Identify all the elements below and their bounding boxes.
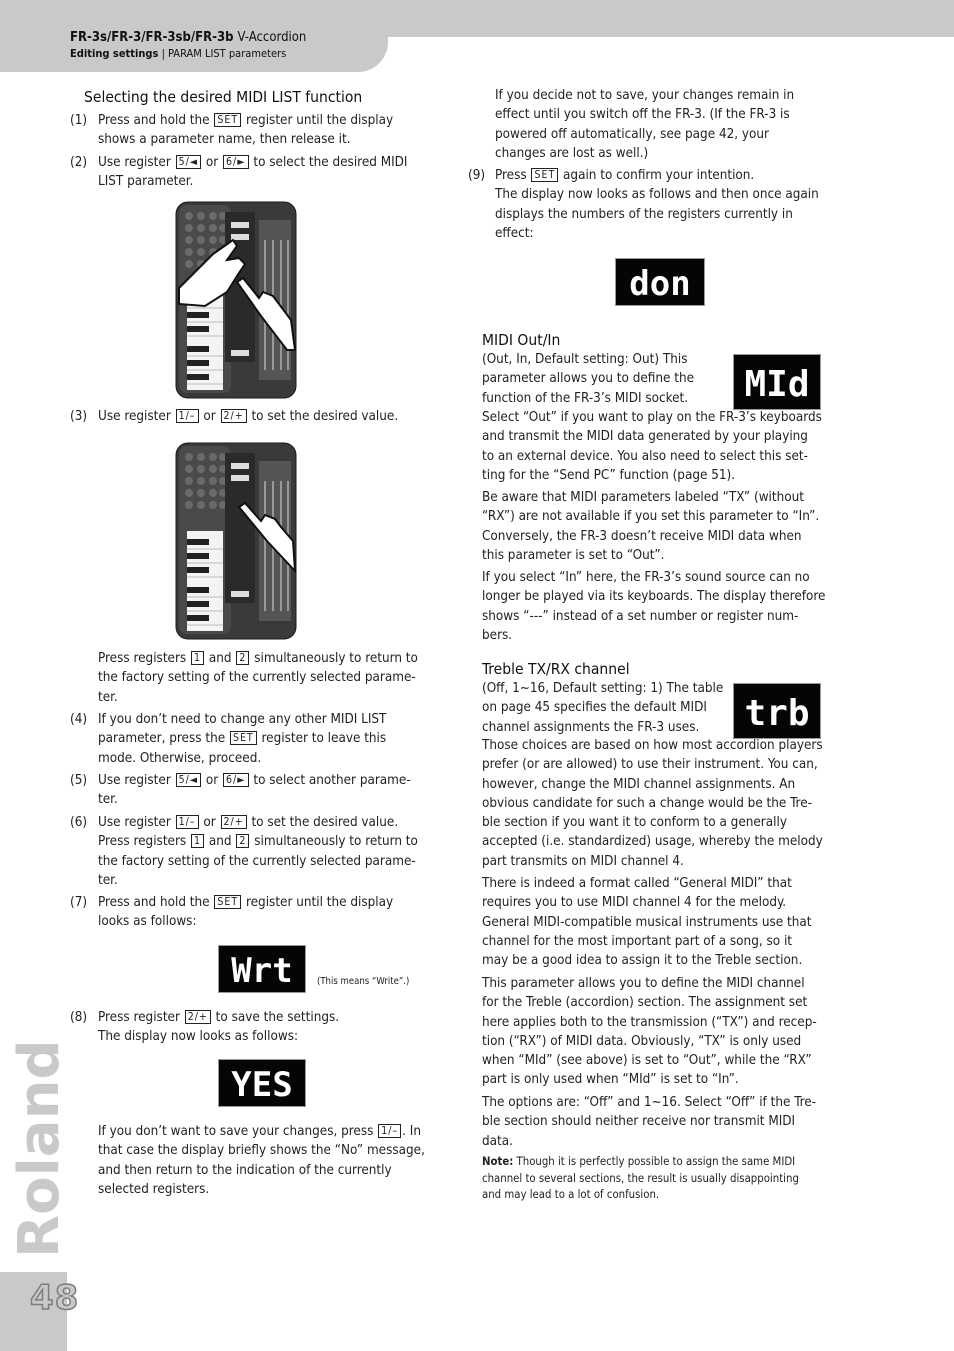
step-1: Press and hold the SET register until the display shows a parameter name, then release it. — [98, 113, 394, 148]
register-2-key: 2 — [236, 651, 249, 665]
section-heading-midi-out-in: MIDI Out/In — [482, 331, 561, 349]
step-number: (2) — [70, 155, 88, 170]
register-2-key: 2/+ — [221, 815, 247, 829]
breadcrumb: Editing settings | PARAM LIST parameters — [70, 47, 287, 60]
svg-text:Roland: Roland — [7, 1039, 72, 1258]
accordion-illustration-two-hands — [175, 200, 297, 400]
step-number: (1) — [70, 113, 88, 128]
step-9: Press SET again to confirm your intention. The display now looks as follows and then once again displays the numbers of the registers currently in effect: — [495, 168, 819, 241]
treble-paragraph-4: The options are: “Off” and 1~16. Select “Off” if the Tre- ble section should neither receive nor transmit MIDI data. — [482, 1095, 816, 1149]
section-heading-midi-list: Selecting the desired MIDI LIST function — [84, 88, 363, 106]
continued-paragraph: If you decide not to save, your changes remain in effect until you switch off the FR-3. (If the FR-3 is powered off automatically, see page 42, your changes are lost as well.) — [495, 88, 795, 161]
wrt-caption: (This means “Write”.) — [317, 976, 410, 987]
register-6-key: 6/► — [223, 773, 248, 787]
factory-reset-note-1: Press registers 1 and 2 simultaneously to return to the factory setting of the currently selected parame- ter. — [98, 651, 418, 705]
treble-paragraph-2: There is indeed a format called “General MIDI” that requires you to use MIDI channel 4 for the melody. General MIDI-compatible musical instruments use that channel for the most important part of a song, so it may be a good idea to assign it to the Treble section. — [482, 876, 812, 969]
lcd-display-yes — [218, 1059, 306, 1107]
set-key: SET — [214, 895, 241, 909]
set-key: SET — [214, 113, 241, 127]
step-4: If you don’t need to change any other MIDI LIST parameter, press the SET register to leave this mode. Otherwise, proceed. — [98, 712, 387, 766]
step-7: Press and hold the SET register until the display looks as follows: — [98, 895, 394, 930]
roland-logo — [7, 1039, 72, 1260]
lcd-display-mid — [733, 354, 821, 410]
treble-intro: (Off, 1~16, Default setting: 1) The table on page 45 specifies the default MIDI channel assignments the FR-3 uses. — [482, 681, 724, 735]
register-2-key: 2/+ — [221, 409, 247, 423]
no-save-paragraph: If you don’t want to save your changes, press 1/– . In that case the display briefly shows the “No” message, and then return to the indication of the currently selected registers. — [98, 1124, 425, 1197]
register-1-key: 1 — [191, 834, 204, 848]
step-number: (7) — [70, 895, 88, 910]
model-title: FR-3s/FR-3/FR-3sb/FR-3b V-Accordion — [70, 30, 307, 45]
set-key: SET — [531, 168, 558, 182]
midi-paragraph-3: If you select “In” here, the FR-3’s sound source can no longer be played via its keyboards. The display therefore shows “---” instead of a set number or register num- bers. — [482, 570, 826, 643]
register-2-key: 2/+ — [185, 1010, 211, 1024]
section-heading-treble-channel: Treble TX/RX channel — [482, 660, 630, 678]
step-number: (3) — [70, 409, 88, 424]
svg-text:YES: YES — [231, 1065, 293, 1105]
svg-text:MId: MId — [744, 364, 810, 405]
register-1-key: 1/– — [378, 1124, 401, 1138]
accordion-illustration-one-hand — [175, 441, 297, 641]
step-number: (6) — [70, 815, 88, 830]
step-3: Use register 1/– or 2/+ to set the desired value. — [98, 409, 399, 424]
svg-text:don: don — [629, 264, 691, 304]
step-5: Use register 5/◄ or 6/► to select another parame- ter. — [98, 773, 411, 808]
step-number: (5) — [70, 773, 88, 788]
register-6-key: 6/► — [223, 155, 248, 169]
treble-note: Note: Though it is perfectly possible to assign the same MIDI channel to several sections, the result is usually disappointing and may lead to a lot of confusion. — [482, 1155, 799, 1201]
set-key: SET — [230, 731, 257, 745]
register-5-key: 5/◄ — [176, 155, 201, 169]
lcd-display-trb — [733, 683, 821, 739]
treble-paragraph-3: This parameter allows you to define the MIDI channel for the Treble (accordion) section. The assignment set here applies both to the transmission (“TX”) and recep- tion (“RX”) of MIDI data. Obviously, “TX” is only used when “MId” (see above) is set to “Out”, while the “RX” part is only used when “MId” is set to “In”. — [482, 976, 817, 1088]
register-5-key: 5/◄ — [176, 773, 201, 787]
midi-paragraph-1: Select “Out” if you want to play on the FR-3’s keyboards and transmit the MIDI data generated by your playing to an external device. You also need to select this set- ting for the “Send PC” function (page 51). — [482, 410, 822, 483]
midi-paragraph-2: Be aware that MIDI parameters labeled “TX” (without “RX”) are not available if you set this parameter to “In”. Conversely, the FR-3 doesn’t receive MIDI data when this parameter is set to “Out”. — [482, 490, 820, 563]
step-8: Press register 2/+ to save the settings. The display now looks as follows: — [98, 1010, 340, 1045]
page-number: 48 — [30, 1278, 80, 1318]
step-2: Use register 5/◄ or 6/► to select the desired MIDI LIST parameter. — [98, 155, 408, 190]
register-1-key: 1 — [191, 651, 204, 665]
svg-text:Wrt: Wrt — [231, 951, 293, 991]
step-number: (9) — [468, 168, 486, 183]
step-number: (4) — [70, 712, 88, 727]
step-number: (8) — [70, 1010, 88, 1025]
midi-intro: (Out, In, Default setting: Out) This parameter allows you to define the function of the FR-3’s MIDI socket. — [482, 352, 695, 406]
register-2-key: 2 — [236, 834, 249, 848]
step-6: Use register 1/– or 2/+ to set the desired value. Press registers 1 and 2 simultaneously to return to the factory setting of the currently selected parame- ter. — [98, 815, 418, 888]
lcd-display-don — [615, 258, 705, 306]
lcd-display-wrt — [218, 945, 306, 993]
svg-text:trb: trb — [744, 693, 810, 734]
register-1-key: 1/– — [176, 815, 199, 829]
treble-paragraph-1: Those choices are based on how most accordion players prefer (or are allowed) to use their instrument. You can, however, change the MIDI channel assignments. An obvious candidate for such a change would be the Tre- ble section if you want it to conform to a generally accepted (i.e. standardized) usage, whereby the melody part transmits on MIDI channel 4. — [482, 738, 823, 869]
register-1-key: 1/– — [176, 409, 199, 423]
